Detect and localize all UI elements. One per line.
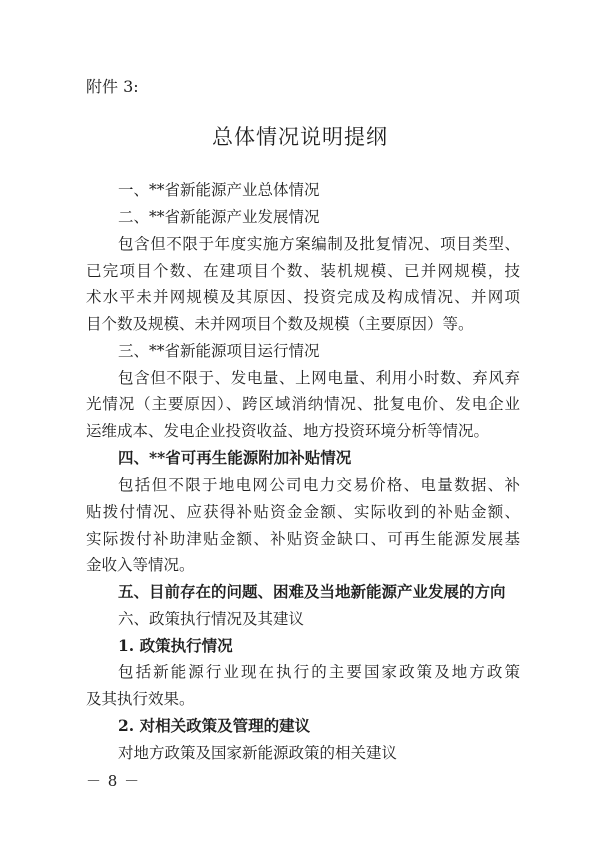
subsection-1-heading: 1. 政策执行情况 [118,636,233,655]
section-4-line-1: 包括但不限于地电网公司电力交易价格、电量数据、补 [118,476,520,494]
section-5-heading: 五、目前存在的问题、困难及当地新能源产业发展的方向 [118,582,506,601]
section-4-heading: 四、**省可再生能源附加补贴情况 [118,448,352,467]
section-2-line-1: 包含但不限于年度实施方案编制及批复情况、项目类型、 [118,235,520,253]
page-number: － 8 － [86,772,141,790]
section-6-heading: 六、政策执行情况及其建议 [118,610,305,628]
attachment-label: 附件 3: [86,77,139,96]
section-4-line-4: 金收入等情况。 [86,556,195,574]
subsection-1-line-2: 及其执行效果。 [86,690,195,708]
section-2-heading: 二、**省新能源产业发展情况 [118,208,320,226]
section-4-line-3: 实际拨付补助津贴金额、补贴资金缺口、可再生能源发展基 [86,530,520,548]
section-4-line-2: 贴拨付情况、应获得补贴资金金额、实际收到的补贴金额、 [86,503,520,521]
section-3-line-2: 光情况（主要原因）、跨区域消纳情况、批复电价、发电企业 [86,395,520,413]
section-3-line-3: 运维成本、发电企业投资收益、地方投资环境分析等情况。 [86,422,490,440]
subsection-1-line-1: 包括新能源行业现在执行的主要国家政策及地方政策 [118,663,520,681]
document-title: 总体情况说明提纲 [212,125,388,149]
section-2-line-3: 术水平未并网规模及其原因、投资完成及构成情况、并网项 [86,288,520,306]
section-2-line-4: 目个数及规模、未并网项目个数及规模（主要原因）等。 [86,315,474,333]
subsection-2-heading: 2. 对相关政策及管理的建议 [118,716,311,735]
section-2-line-2: 已完项目个数、在建项目个数、装机规模、已并网规模，技 [86,262,520,280]
section-3-heading: 三、**省新能源项目运行情况 [118,342,320,360]
subsection-2-line-1: 对地方政策及国家新能源政策的相关建议 [118,744,398,762]
section-3-line-1: 包含但不限于、发电量、上网电量、利用小时数、弃风弃 [118,369,520,387]
section-1-heading: 一、**省新能源产业总体情况 [118,181,320,199]
